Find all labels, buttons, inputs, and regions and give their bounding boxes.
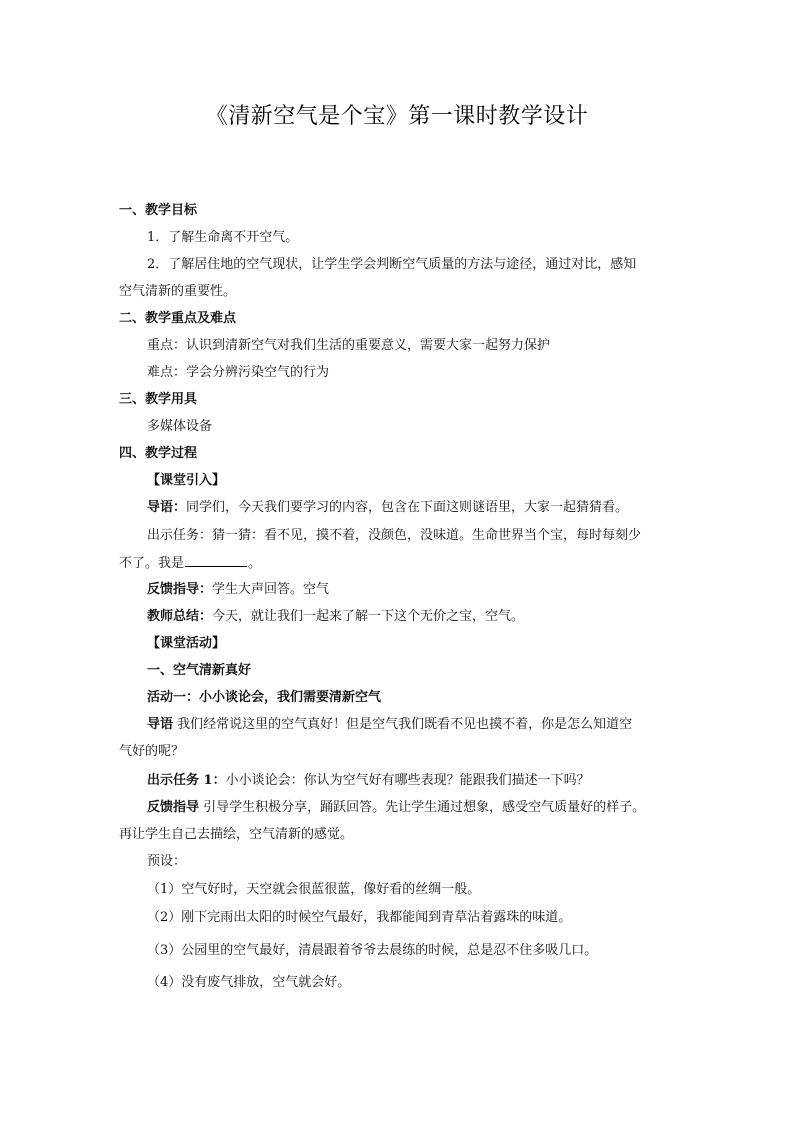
tools-item: 多媒体设备 bbox=[147, 419, 213, 434]
intro-feedback-label: 反馈指导： bbox=[147, 582, 213, 597]
activity-subheading: 一、空气清新真好 bbox=[147, 663, 252, 678]
intro-guide-paragraph bbox=[147, 499, 628, 517]
goal-item-2-line-2: 空气清新的重要性。 bbox=[119, 284, 237, 299]
intro-task-line-1: 出示任务：猜一猜：看不见，摸不着，没颜色，没味道。生命世界当个宝，每时每刻少 bbox=[147, 528, 642, 543]
preset-item-2: （2）刚下完雨出太阳的时候空气最好，我都能闻到青草沾着露珠的味道。 bbox=[147, 910, 572, 925]
activity-feedback-text: 引导学生积极分享，踊跃回答。先让学生通过想象，感受空气质量好的样子。 bbox=[199, 800, 646, 815]
intro-guide-text: 同学们，今天我们要学习的内容，包含在下面这则谜语里，大家一起猜猜看。 bbox=[186, 500, 629, 515]
activity-guide-label: 导语 bbox=[147, 717, 174, 732]
key-point-focus: 重点：认识到清新空气对我们生活的重要意义，需要大家一起努力保护 bbox=[147, 338, 551, 353]
preset-item-1: （1）空气好时，天空就会很蓝很蓝，像好看的丝绸一般。 bbox=[147, 882, 481, 897]
intro-task-prefix: 不了。我是 bbox=[119, 556, 185, 571]
activity-feedback-label: 反馈指导 bbox=[147, 800, 200, 815]
activity-guide-text: 我们经常说这里的空气真好！但是空气我们既看不见也摸不着，你是怎么知道空 bbox=[173, 717, 633, 732]
answer-blank bbox=[185, 554, 247, 567]
preset-item-3: （3）公园里的空气最好，清晨跟着爷爷去晨练的时候，总是忍不住多吸几口。 bbox=[147, 943, 598, 958]
section-heading-process: 四、教学过程 bbox=[119, 446, 198, 461]
goal-item-1: 1．了解生命离不开空气。 bbox=[147, 230, 299, 245]
intro-summary-paragraph bbox=[147, 608, 524, 626]
activity-feedback-line-1 bbox=[147, 799, 645, 817]
section-heading-key-points: 二、教学重点及难点 bbox=[119, 311, 237, 326]
activity-guide-line-2: 气好的呢？ bbox=[119, 744, 185, 759]
intro-bracket-heading: 【课堂引入】 bbox=[147, 473, 226, 488]
activity-one-heading: 活动一：小小谈论会，我们需要清新空气 bbox=[147, 690, 382, 705]
activity-task-paragraph bbox=[147, 772, 590, 790]
intro-feedback-text: 学生大声回答。空气 bbox=[212, 582, 330, 597]
activity-task-label: 出示任务 1： bbox=[147, 773, 226, 788]
activity-bracket-heading: 【课堂活动】 bbox=[147, 636, 226, 651]
intro-task-suffix: 。 bbox=[248, 556, 262, 571]
intro-summary-label: 教师总结： bbox=[147, 609, 213, 624]
activity-task-text: 小小谈论会：你认为空气好有哪些表现？能跟我们描述一下吗？ bbox=[225, 773, 590, 788]
document-title: 《清新空气是个宝》第一课时教学设计 bbox=[205, 104, 589, 129]
activity-feedback-line-2: 再让学生自己去描绘，空气清新的感觉。 bbox=[119, 827, 354, 842]
intro-summary-text: 今天，就让我们一起来了解一下这个无价之宝，空气。 bbox=[212, 609, 525, 624]
intro-feedback-paragraph bbox=[147, 581, 329, 599]
goal-item-2-line-1: 2．了解居住地的空气现状，让学生学会判断空气质量的方法与途径，通过对比，感知 bbox=[147, 257, 637, 272]
intro-task-line-2 bbox=[119, 554, 261, 573]
key-point-difficulty: 难点：学会分辨污染空气的行为 bbox=[147, 365, 330, 380]
preset-label: 预设： bbox=[147, 854, 187, 869]
section-heading-tools: 三、教学用具 bbox=[119, 392, 198, 407]
intro-guide-label: 导语： bbox=[147, 500, 187, 515]
preset-item-4: （4）没有废气排放，空气就会好。 bbox=[147, 975, 351, 990]
activity-guide-line-1 bbox=[147, 716, 632, 734]
section-heading-goals: 一、教学目标 bbox=[119, 203, 198, 218]
